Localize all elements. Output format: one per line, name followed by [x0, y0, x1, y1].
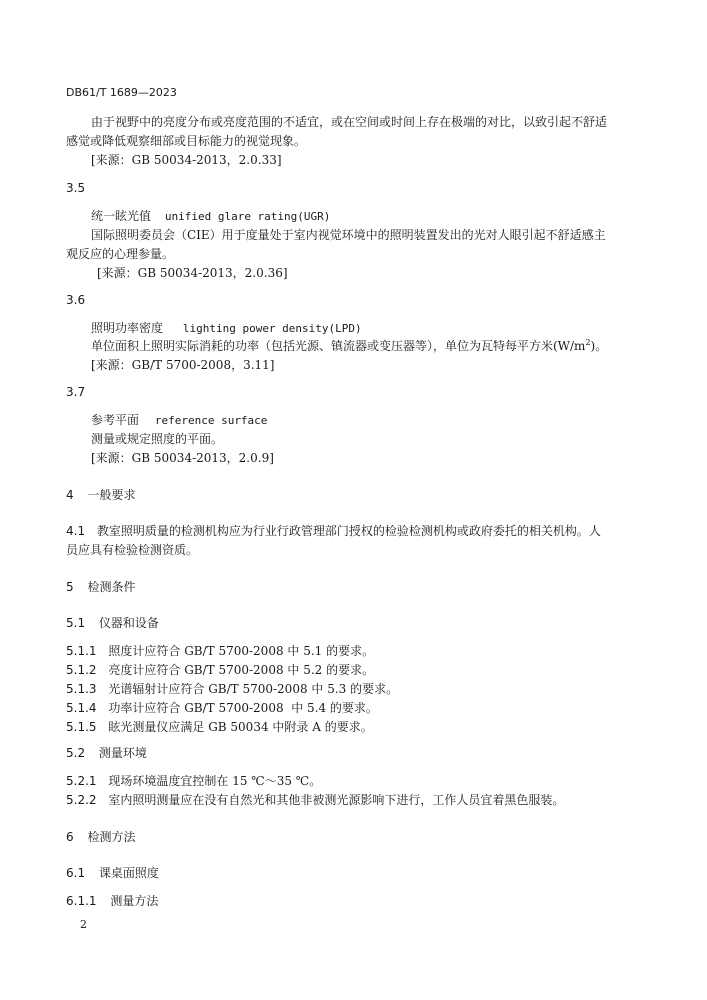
term-english: reference surface: [154, 414, 268, 427]
term-number: 3.5: [66, 181, 86, 195]
item-number: 5.1.5: [66, 720, 97, 734]
page-number: 2: [80, 918, 87, 931]
item-number: 5.1.2: [66, 663, 97, 677]
superscript: 2: [585, 338, 591, 347]
item-number: 5.2.1: [66, 774, 97, 788]
section-number: 5: [66, 580, 74, 594]
term-entry: [91, 207, 330, 226]
term-english: unified glare rating(UGR): [164, 210, 331, 223]
section-heading: [66, 578, 135, 595]
section-title: 一般要求: [87, 488, 136, 502]
clause-line: [66, 522, 601, 541]
definition-line: 观反应的心理参量。: [66, 247, 175, 261]
clause-text: 教室照明质量的检测机构应为行业行政管理部门授权的检验检测机构或政府委托的相关机构。人: [96, 524, 601, 538]
list-item: [66, 699, 378, 718]
document-code-header: DB61/T 1689—2023: [66, 86, 177, 99]
subsection-number: 6.1.1: [66, 894, 97, 908]
definition-text: )。: [590, 339, 608, 353]
source-citation: [来源：GB 50034-2013，2.0.9]: [91, 451, 274, 465]
subsection-title: 测量环境: [98, 746, 147, 760]
source-citation: [来源：GB 50034-2013，2.0.33]: [91, 153, 282, 167]
item-text: 眩光测量仪应满足 GB 50034 中附录 A 的要求。: [108, 720, 373, 734]
definition-line: 感觉或降低观察细部或目标能力的视觉现象。: [66, 134, 307, 148]
definition-line: 由于视野中的亮度分布或亮度范围的不适宜，或在空间或时间上存在极端的对比，以致引起不舒适: [91, 115, 608, 129]
term-entry: [91, 319, 362, 338]
section-title: 检测条件: [87, 580, 136, 594]
term-chinese: 统一眩光值: [91, 209, 152, 223]
subsection-heading: [66, 892, 158, 909]
clause-line: 员应具有检验检测资质。: [66, 543, 199, 557]
item-number: 5.1.3: [66, 682, 97, 696]
list-item: [66, 718, 373, 737]
section-number: 4: [66, 488, 74, 502]
item-text: 室内照明测量应在没有自然光和其他非被测光源影响下进行，工作人员宜着黑色服装。: [108, 793, 565, 807]
item-number: 5.1.4: [66, 701, 97, 715]
item-text: 功率计应符合 GB/T 5700-2008 中 5.4 的要求。: [108, 701, 378, 715]
list-item: [66, 642, 374, 661]
subsection-heading: [66, 614, 159, 631]
section-number: 6: [66, 830, 74, 844]
section-heading: [66, 486, 135, 503]
term-english: lighting power density(LPD): [182, 322, 362, 335]
section-title: 检测方法: [87, 830, 136, 844]
list-item: [66, 680, 398, 699]
term-number: 3.6: [66, 293, 86, 307]
subsection-heading: [66, 864, 159, 881]
list-item: [66, 791, 564, 810]
item-text: 光谱辐射计应符合 GB/T 5700-2008 中 5.3 的要求。: [108, 682, 399, 696]
item-text: 照度计应符合 GB/T 5700-2008 中 5.1 的要求。: [108, 644, 375, 658]
term-chinese: 参考平面: [91, 413, 140, 427]
definition-line: 测量或规定照度的平面。: [91, 432, 224, 446]
subsection-number: 5.1: [66, 616, 86, 630]
term-entry: [91, 411, 267, 430]
item-number: 5.1.1: [66, 644, 97, 658]
subsection-title: 仪器和设备: [98, 616, 159, 630]
definition-text: 单位面积上照明实际消耗的功率（包括光源、镇流器或变压器等），单位为瓦特每平方米(W/m: [91, 339, 586, 353]
item-number: 5.2.2: [66, 793, 97, 807]
item-text: 亮度计应符合 GB/T 5700-2008 中 5.2 的要求。: [108, 663, 375, 677]
clause-number: 4.1: [66, 524, 86, 538]
term-chinese: 照明功率密度: [91, 321, 164, 335]
term-number: 3.7: [66, 385, 86, 399]
subsection-title: 测量方法: [110, 894, 159, 908]
subsection-heading: [66, 744, 147, 761]
definition-line: 国际照明委员会（CIE）用于度量处于室内视觉环境中的照明装置发出的光对人眼引起不舒适感主: [91, 228, 606, 242]
list-item: [66, 661, 374, 680]
subsection-number: 5.2: [66, 746, 86, 760]
subsection-number: 6.1: [66, 866, 86, 880]
source-citation: [来源：GB 50034-2013，2.0.36]: [97, 266, 288, 280]
subsection-title: 课桌面照度: [98, 866, 159, 880]
list-item: [66, 772, 321, 791]
definition-line: [91, 337, 607, 356]
item-text: 现场环境温度宜控制在 15 ℃～35 ℃。: [108, 774, 322, 788]
section-heading: [66, 828, 135, 845]
source-citation: [来源：GB/T 5700-2008，3.11]: [91, 358, 275, 372]
